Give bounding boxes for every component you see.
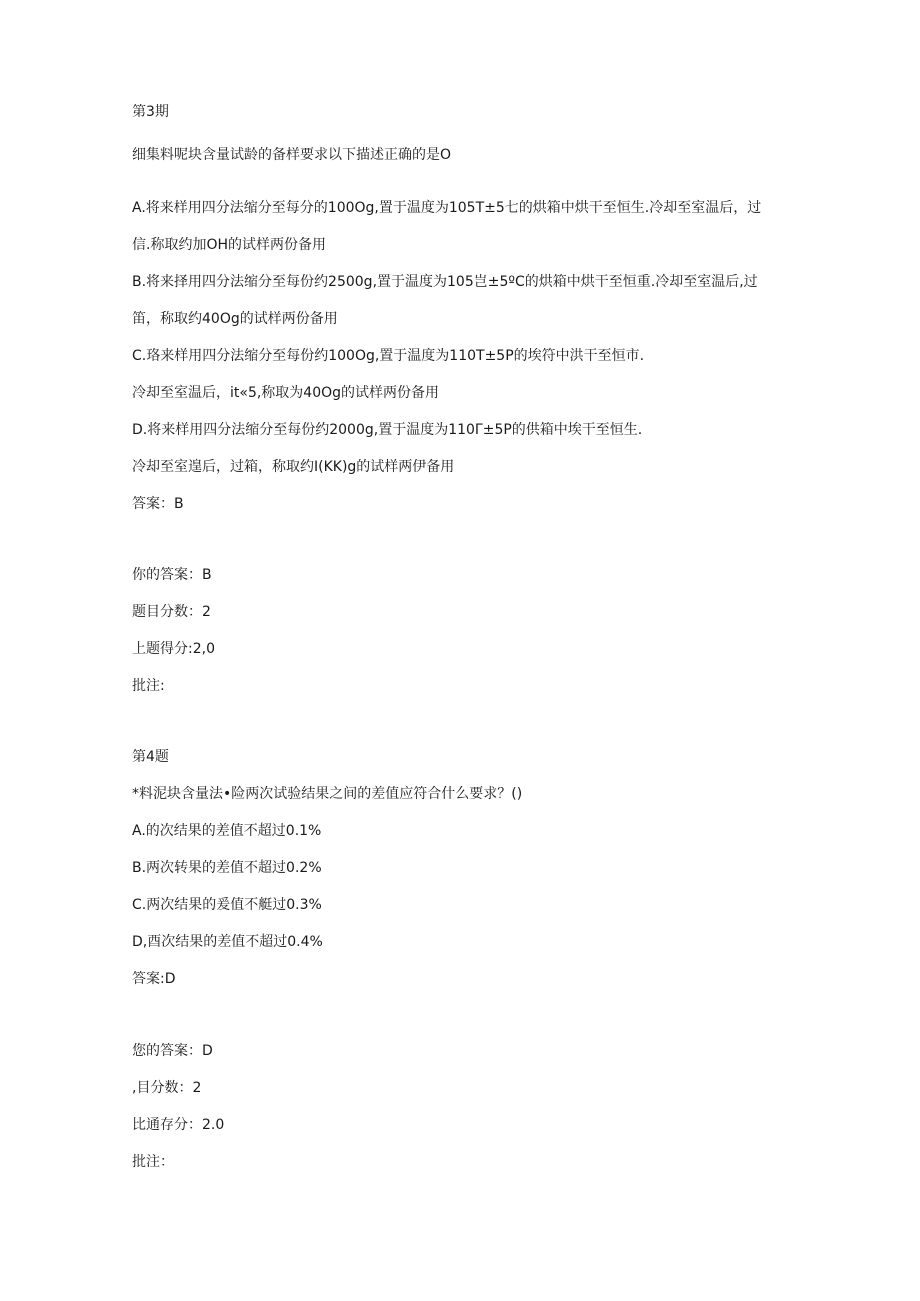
- q3-option-a-line1: A.将来样用四分法缩分至每分的100Og,置于温度为105T±5七的烘箱中烘干至恒生.冷却至室温后，过: [132, 200, 762, 216]
- q4-option-b: B.两次转果的差值不超过0.2%: [132, 860, 322, 876]
- q3-option-d-line2: 冷却至室遑后，过箱，称取约I(KK)g的试样两伊备用: [132, 459, 455, 475]
- q3-answer: 答案：B: [132, 496, 184, 512]
- q3-option-d-line1: D.将来样用四分法缩分至每份约2000g,置于温度为110Γ±5P的供箱中埃干至恒生.: [132, 422, 643, 438]
- q3-title: 第3期: [132, 104, 169, 120]
- q4-note: 批注：: [132, 1154, 174, 1170]
- q4-got: 比通存分：2.0: [132, 1117, 225, 1133]
- q4-option-a: A.的次结果的差值不超过0.1%: [132, 823, 322, 839]
- q3-option-c-line2: 冷却至室温后，it«5,称取为40Og的试样两份备用: [132, 385, 440, 401]
- q3-your-answer: 你的答案：B: [132, 567, 212, 583]
- q4-option-c: C.两次结果的爰值不艇过0.3%: [132, 897, 322, 913]
- q3-option-a-line2: 信.称取约加OH的试样两份备用: [132, 237, 326, 253]
- q3-score: 题目分数：2: [132, 604, 211, 620]
- q3-option-b-line2: 笛，称取约40Og的试样两份备用: [132, 311, 338, 327]
- q4-title: 第4题: [132, 749, 169, 765]
- q4-answer: 答案:D: [132, 971, 176, 987]
- q4-option-d: D,酉次结果的差值不超过0.4%: [132, 934, 323, 950]
- q4-your-answer: 您的答案：D: [132, 1043, 213, 1059]
- q3-option-b-line1: B.将来择用四分法缩分至每份约2500g,置于温度为105岂±5ºC的烘箱中烘干至恒重.冷却至室温后,过: [132, 274, 758, 290]
- q3-got: 上题得分:2,0: [132, 641, 215, 657]
- q3-option-c-line1: C.珞来样用四分法缩分至每份约100Og,置于温度为110T±5P的埃符中洪干至恒市.: [132, 348, 645, 364]
- q3-note: 批注:: [132, 678, 165, 694]
- q4-question: *料泥块含量法•险两次试验结果之间的差值应符合什么要求？(): [132, 786, 523, 802]
- q4-score: ,目分数：2: [132, 1080, 202, 1096]
- q3-question: 细集料呢块含量试龄的备样要求以下描述正确的是O: [132, 147, 452, 163]
